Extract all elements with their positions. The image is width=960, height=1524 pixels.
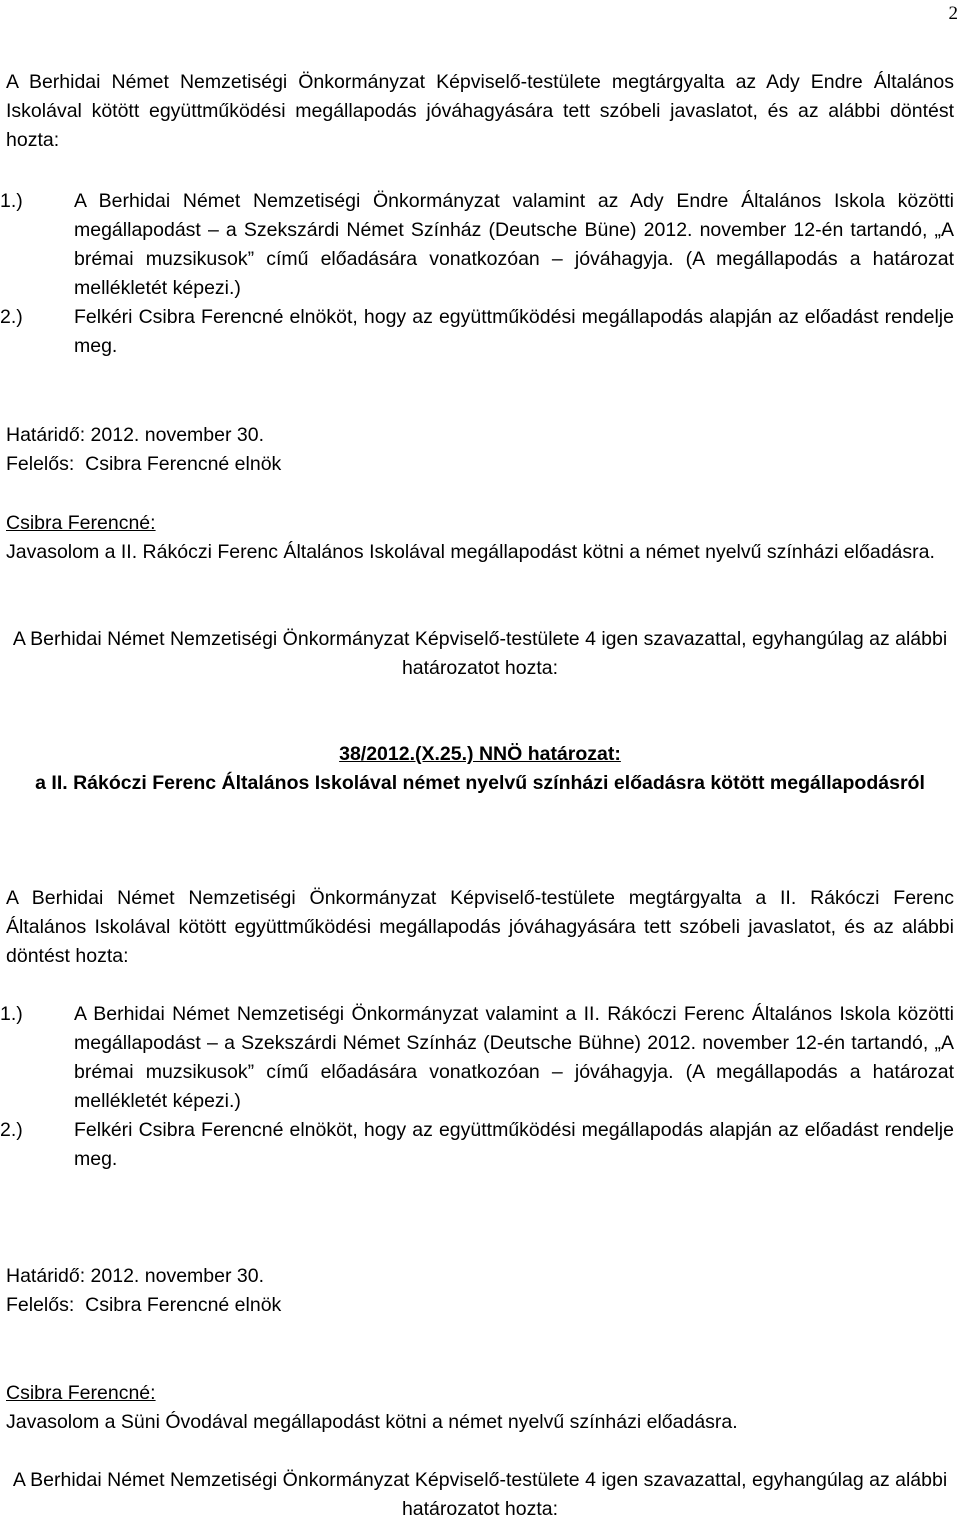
section1-intro [6,68,954,155]
deadline-text: Határidő: 2012. november 30. [6,424,264,446]
list-item [0,1116,954,1174]
item-text: Felkéri Csibra Ferencné elnököt, hogy az együttműködési megállapodás alapján az előadást rendelje meg. [74,306,954,357]
item-text: A Berhidai Német Nemzetiségi Önkormányzat valamint a II. Rákóczi Ferenc Általános Iskola közötti megállapodást – a Szekszárdi Német Színház (Deutsche Bühne) 2012. november 12-én tartandó, „A brémai muzsikusok” című előadására vonatkozóan – jóváhagyja. (A megállapodás a határozat mellékletét képezi.) [74,1003,954,1112]
section1-proposal-block [6,509,954,567]
section1-vote [6,625,954,683]
responsible-text: Felelős: Csibra Ferencné elnök [6,453,282,475]
item-number: 2.) [0,306,23,328]
section1-decision-list [0,187,954,361]
proposal-text: Javasolom a II. Rákóczi Ferenc Általános Iskolával megállapodást kötni a német nyelvű színházi előadásra. [6,541,935,563]
section2-deadline-block [6,1262,954,1320]
speaker-name: Csibra Ferencné: [6,512,156,534]
deadline-text: Határidő: 2012. november 30. [6,1265,264,1287]
section1-deadline-block [6,421,954,479]
responsible-text: Felelős: Csibra Ferencné elnök [6,1294,282,1316]
item-text: Felkéri Csibra Ferencné elnököt, hogy az együttműködési megállapodás alapján az előadást rendelje meg. [74,1119,954,1170]
vote-text: A Berhidai Német Nemzetiségi Önkormányzat Képviselő-testülete 4 igen szavazattal, egyhangúlag az alábbi határozatot hozta: [12,628,948,679]
resolution-heading [6,740,954,798]
page-number: 2 [948,3,958,24]
section2-intro [6,884,954,971]
intro-paragraph: A Berhidai Német Nemzetiségi Önkormányzat Képviselő-testülete megtárgyalta az Ady Endre Általános Iskolával kötött együttműködési megállapodás jóváhagyására tett szóbeli javaslatot, és az alábbi döntést hozta: [6,71,954,151]
list-item [0,1000,954,1116]
list-item [0,187,954,303]
resolution-number: 38/2012.(X.25.) NNÖ határozat: [339,743,621,765]
proposal-text: Javasolom a Süni Óvodával megállapodást kötni a német nyelvű színházi előadásra. [6,1411,738,1433]
section2-proposal-block [6,1379,954,1437]
item-text: A Berhidai Német Nemzetiségi Önkormányzat valamint az Ady Endre Általános Iskola közötti megállapodást – a Szekszárdi Német Színház (Deutsche Büne) 2012. november 12-én tartandó, „A brémai muzsikusok” című előadására vonatkozóan – jóváhagyja. (A megállapodás a határozat mellékletét képezi.) [74,190,954,299]
item-number: 1.) [0,190,23,212]
speaker-name: Csibra Ferencné: [6,1382,156,1404]
section2-vote [6,1466,954,1524]
section2-decision-list [0,1000,954,1174]
item-number: 1.) [0,1003,23,1025]
list-item [0,303,954,361]
intro-paragraph: A Berhidai Német Nemzetiségi Önkormányzat Képviselő-testülete megtárgyalta a II. Rákóczi Ferenc Általános Iskolával kötött együttműködési megállapodás jóváhagyására tett szóbeli javaslatot, és az alábbi döntést hozta: [6,887,954,967]
vote-text: A Berhidai Német Nemzetiségi Önkormányzat Képviselő-testülete 4 igen szavazattal, egyhangúlag az alábbi határozatot hozta: [12,1469,948,1520]
item-number: 2.) [0,1119,23,1141]
resolution-title: a II. Rákóczi Ferenc Általános Iskolával német nyelvű színházi előadásra kötött megállapodásról [35,772,925,794]
